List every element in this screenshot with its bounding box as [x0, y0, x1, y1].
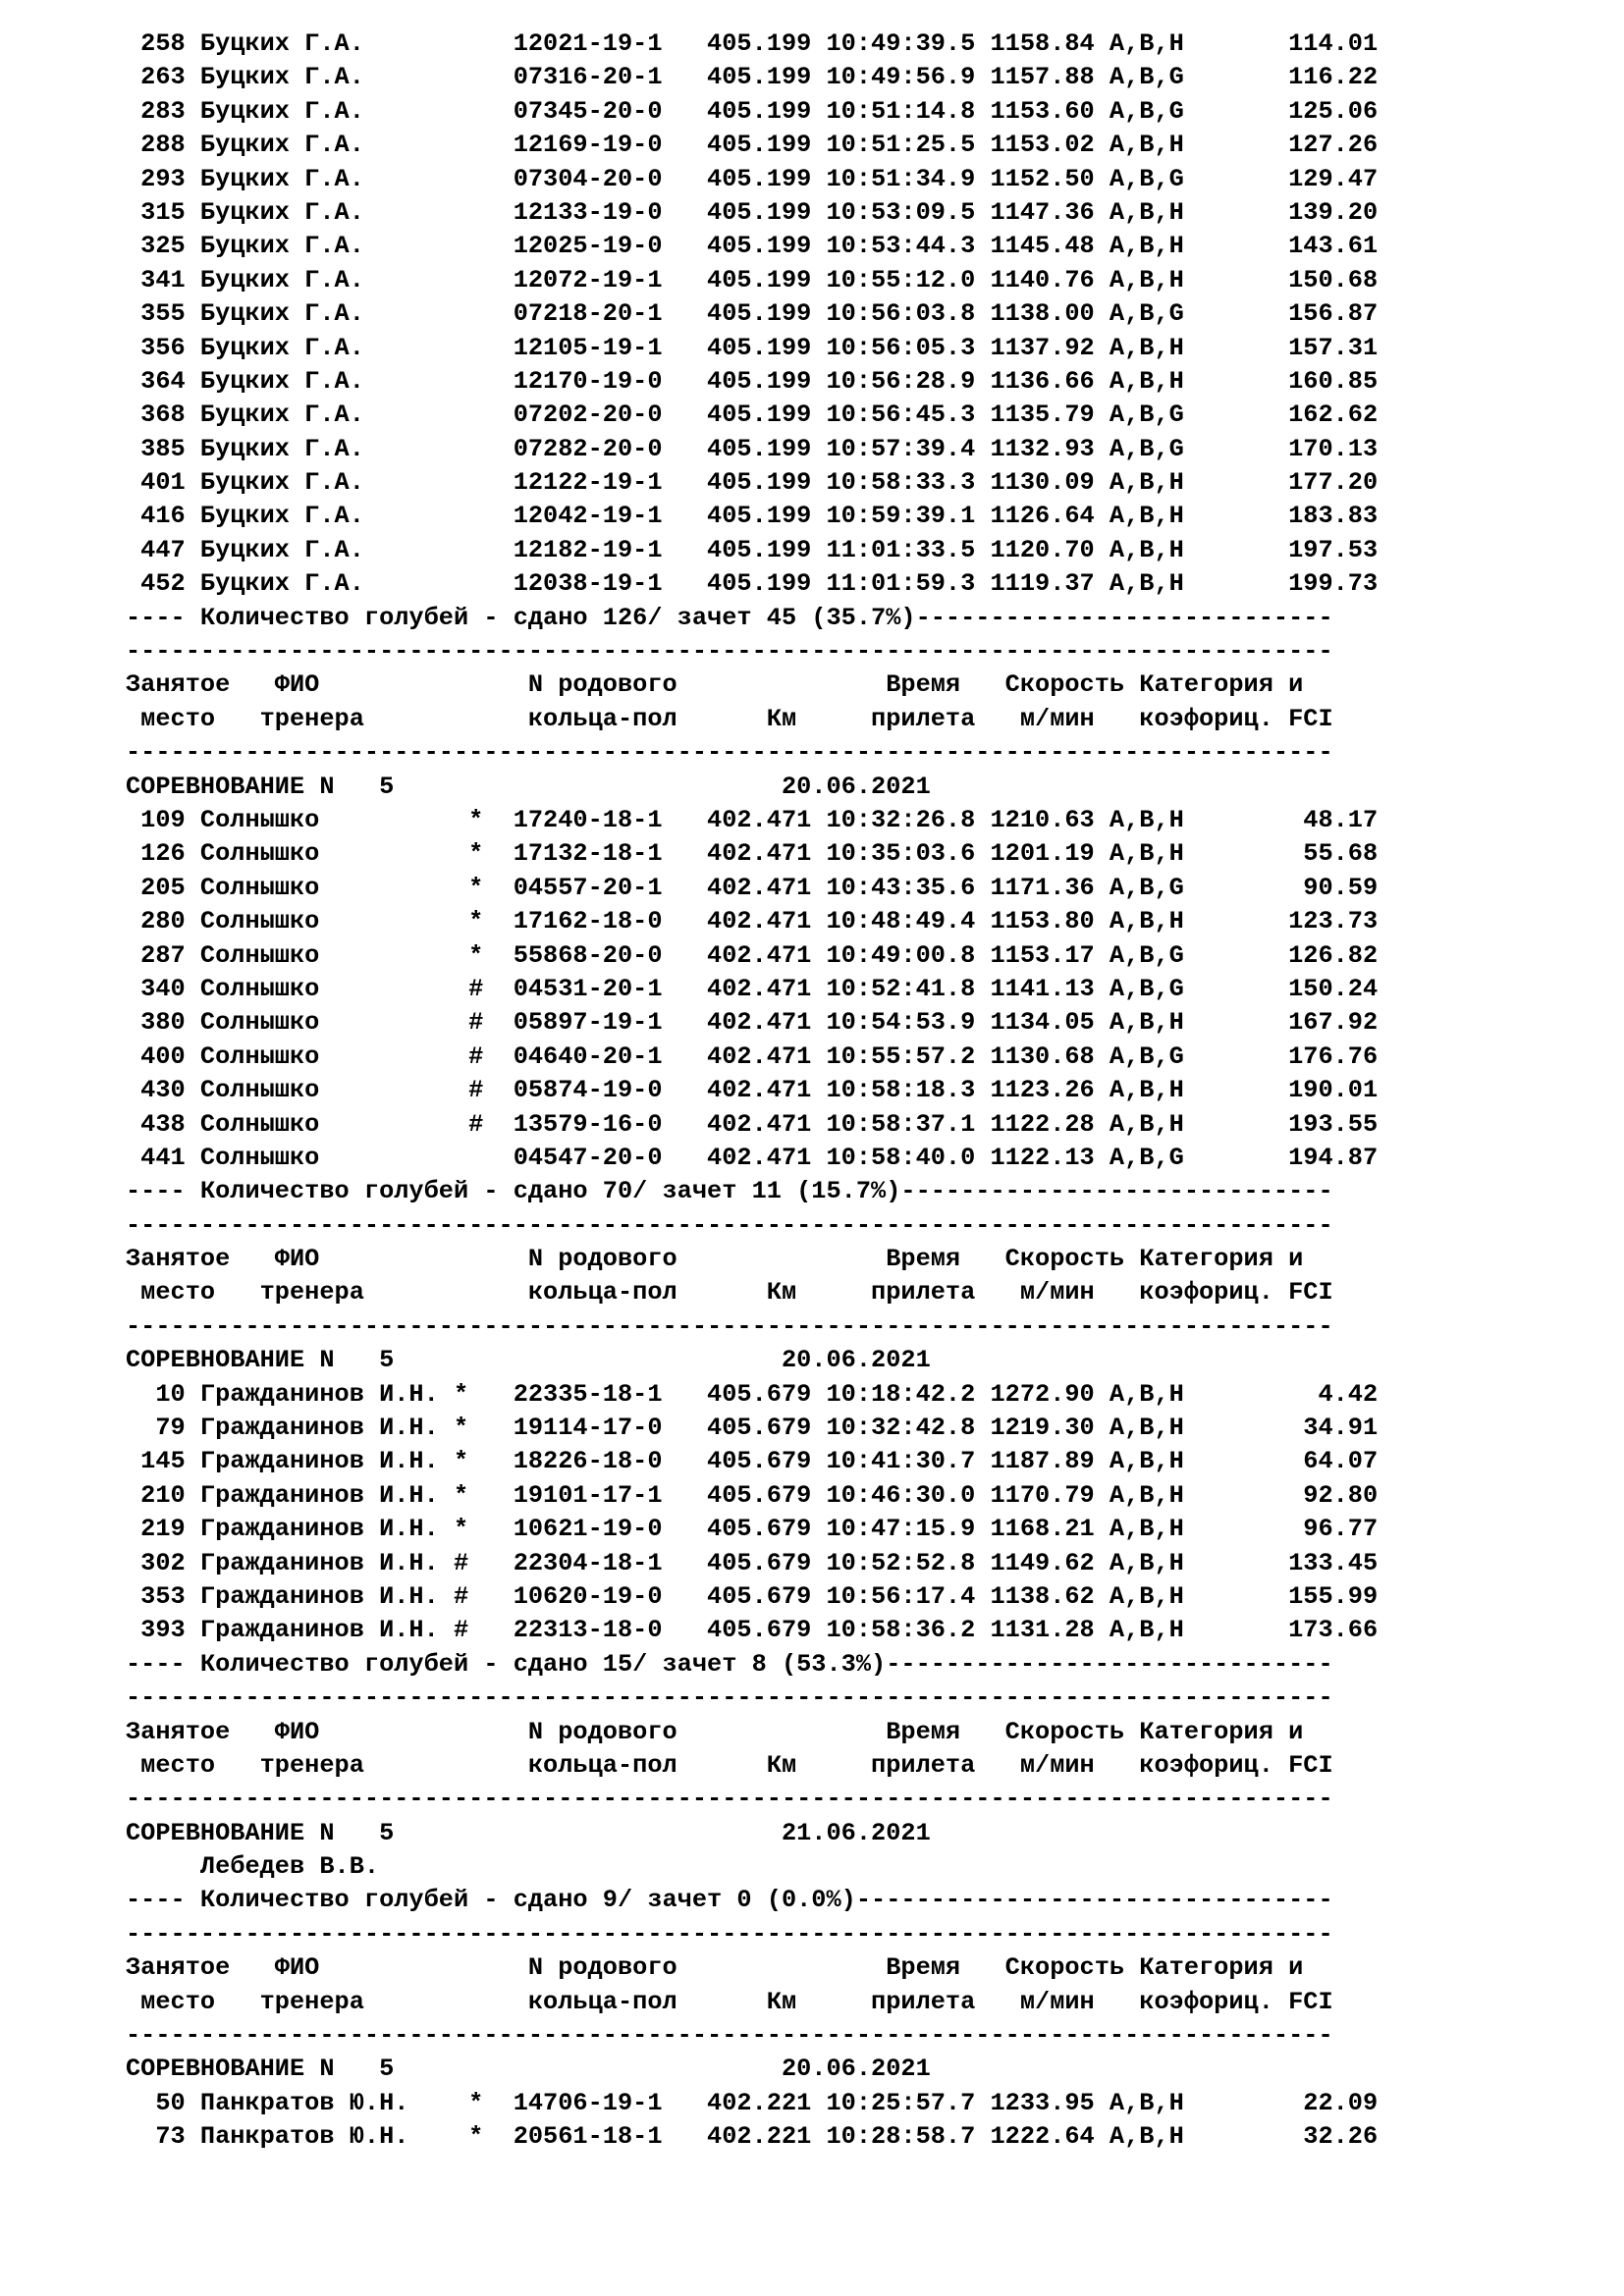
column-header-line-2: место тренера кольца-пол Км прилета м/мин коэфориц. FCI	[126, 704, 1333, 733]
result-row: 205 Солнышко * 04557-20-1 402.471 10:43:35.6 1171.36 A,B,G 90.59	[126, 873, 1379, 902]
result-row: 400 Солнышко # 04640-20-1 402.471 10:55:57.2 1130.68 A,B,G 176.76	[126, 1041, 1379, 1071]
results-document	[126, 27, 1378, 2155]
result-row: 280 Солнышко * 17162-18-0 402.471 10:48:49.4 1153.80 A,B,H 123.73	[126, 907, 1379, 936]
column-header-line-1: Занятое ФИО N родового Время Скорость Категория и	[126, 1245, 1304, 1274]
result-row: 452 Буцких Г.А. 12038-19-1 405.199 11:01:59.3 1119.37 A,B,H 199.73	[126, 569, 1379, 599]
result-row: 380 Солнышко # 05897-19-1 402.471 10:54:53.9 1134.05 A,B,H 167.92	[126, 1008, 1379, 1038]
result-row: 368 Буцких Г.А. 07202-20-0 405.199 10:56:45.3 1135.79 A,B,G 162.62	[126, 400, 1379, 430]
result-row: 288 Буцких Г.А. 12169-19-0 405.199 10:51:25.5 1153.02 A,B,H 127.26	[126, 131, 1379, 160]
result-row: 401 Буцких Г.А. 12122-19-1 405.199 10:58:33.3 1130.09 A,B,H 177.20	[126, 468, 1379, 498]
competition-header: СОРЕВНОВАНИЕ N 5 20.06.2021	[126, 1346, 931, 1375]
summary-line: ---- Количество голубей - сдано 126/ зачет 45 (35.7%)----------------------------	[126, 603, 1333, 632]
competition-header: СОРЕВНОВАНИЕ N 5 20.06.2021	[126, 2055, 931, 2084]
result-row: 50 Панкратов Ю.Н. * 14706-19-1 402.221 10:25:57.7 1233.95 A,B,H 22.09	[126, 2088, 1379, 2117]
separator-line: ---------------------------------------------------------------------------------	[126, 1683, 1333, 1713]
separator-line: ---------------------------------------------------------------------------------	[126, 1919, 1333, 1949]
result-row: 340 Солнышко # 04531-20-1 402.471 10:52:41.8 1141.13 A,B,G 150.24	[126, 974, 1379, 1003]
result-row: 447 Буцких Г.А. 12182-19-1 405.199 11:01:33.5 1120.70 A,B,H 197.53	[126, 535, 1379, 564]
column-header-line-2: место тренера кольца-пол Км прилета м/мин коэфориц. FCI	[126, 1987, 1333, 2016]
result-row: 287 Солнышко * 55868-20-0 402.471 10:49:00.8 1153.17 A,B,G 126.82	[126, 940, 1379, 970]
result-row: 302 Гражданинов И.Н. # 22304-18-1 405.679 10:52:52.8 1149.62 A,B,H 133.45	[126, 1548, 1379, 1577]
summary-line: ---- Количество голубей - сдано 15/ зачет 8 (53.3%)------------------------------	[126, 1649, 1333, 1679]
result-row: 325 Буцких Г.А. 12025-19-0 405.199 10:53:44.3 1145.48 A,B,H 143.61	[126, 232, 1379, 261]
column-header-line-1: Занятое ФИО N родового Время Скорость Категория и	[126, 1717, 1304, 1746]
result-row: 263 Буцких Г.А. 07316-20-1 405.199 10:49:56.9 1157.88 A,B,G 116.22	[126, 63, 1379, 92]
summary-line: ---- Количество голубей - сдано 9/ зачет 0 (0.0%)--------------------------------	[126, 1886, 1333, 1915]
result-row: 293 Буцких Г.А. 07304-20-0 405.199 10:51:34.9 1152.50 A,B,G 129.47	[126, 164, 1379, 193]
separator-line: ---------------------------------------------------------------------------------	[126, 738, 1333, 768]
result-row: 341 Буцких Г.А. 12072-19-1 405.199 10:55:12.0 1140.76 A,B,H 150.68	[126, 265, 1379, 294]
result-row: 441 Солнышко 04547-20-0 402.471 10:58:40.0 1122.13 A,B,G 194.87	[126, 1143, 1379, 1172]
result-row: 353 Гражданинов И.Н. # 10620-19-0 405.679 10:56:17.4 1138.62 A,B,H 155.99	[126, 1581, 1379, 1611]
result-row: 356 Буцких Г.А. 12105-19-1 405.199 10:56:05.3 1137.92 A,B,H 157.31	[126, 333, 1379, 362]
column-header-line-1: Занятое ФИО N родового Время Скорость Категория и	[126, 670, 1304, 700]
result-row: 109 Солнышко * 17240-18-1 402.471 10:32:26.8 1210.63 A,B,H 48.17	[126, 805, 1379, 834]
separator-line: ---------------------------------------------------------------------------------	[126, 2021, 1333, 2051]
result-row: 385 Буцких Г.А. 07282-20-0 405.199 10:57:39.4 1132.93 A,B,G 170.13	[126, 434, 1379, 463]
result-row: 73 Панкратов Ю.Н. * 20561-18-1 402.221 10:28:58.7 1222.64 A,B,H 32.26	[126, 2122, 1379, 2152]
result-row: 355 Буцких Г.А. 07218-20-1 405.199 10:56:03.8 1138.00 A,B,G 156.87	[126, 299, 1379, 329]
result-row: 258 Буцких Г.А. 12021-19-1 405.199 10:49:39.5 1158.84 A,B,H 114.01	[126, 29, 1379, 58]
summary-line: ---- Количество голубей - сдано 70/ зачет 11 (15.7%)-----------------------------	[126, 1177, 1333, 1206]
competition-header: СОРЕВНОВАНИЕ N 5 20.06.2021	[126, 772, 931, 801]
result-row: 126 Солнышко * 17132-18-1 402.471 10:35:03.6 1201.19 A,B,H 55.68	[126, 839, 1379, 869]
result-row: 416 Буцких Г.А. 12042-19-1 405.199 10:59:39.1 1126.64 A,B,H 183.83	[126, 502, 1379, 531]
result-row: 10 Гражданинов И.Н. * 22335-18-1 405.679 10:18:42.2 1272.90 A,B,H 4.42	[126, 1379, 1379, 1409]
separator-line: ---------------------------------------------------------------------------------	[126, 1311, 1333, 1341]
column-header-line-2: место тренера кольца-пол Км прилета м/мин коэфориц. FCI	[126, 1750, 1333, 1780]
result-row: 364 Буцких Г.А. 12170-19-0 405.199 10:56:28.9 1136.66 A,B,H 160.85	[126, 366, 1379, 396]
result-row: 210 Гражданинов И.Н. * 19101-17-1 405.679 10:46:30.0 1170.79 A,B,H 92.80	[126, 1480, 1379, 1510]
result-row: 79 Гражданинов И.Н. * 19114-17-0 405.679 10:32:42.8 1219.30 A,B,H 34.91	[126, 1414, 1379, 1443]
result-row: 219 Гражданинов И.Н. * 10621-19-0 405.679 10:47:15.9 1168.21 A,B,H 96.77	[126, 1515, 1379, 1544]
result-row: 438 Солнышко # 13579-16-0 402.471 10:58:37.1 1122.28 A,B,H 193.55	[126, 1109, 1379, 1139]
separator-line: ---------------------------------------------------------------------------------	[126, 1785, 1333, 1814]
column-header-line-1: Занятое ФИО N родового Время Скорость Категория и	[126, 1953, 1304, 1983]
result-row: 315 Буцких Г.А. 12133-19-0 405.199 10:53:09.5 1147.36 A,B,H 139.20	[126, 197, 1379, 227]
separator-line: ---------------------------------------------------------------------------------	[126, 637, 1333, 667]
competition-header: СОРЕВНОВАНИЕ N 5 21.06.2021	[126, 1818, 931, 1847]
result-row: 283 Буцких Г.А. 07345-20-0 405.199 10:51:14.8 1153.60 A,B,G 125.06	[126, 96, 1379, 126]
result-row: 393 Гражданинов И.Н. # 22313-18-0 405.679 10:58:36.2 1131.28 A,B,H 173.66	[126, 1616, 1379, 1645]
result-row: Лебедев В.В.	[126, 1852, 380, 1882]
column-header-line-2: место тренера кольца-пол Км прилета м/мин коэфориц. FCI	[126, 1278, 1333, 1308]
result-row: 145 Гражданинов И.Н. * 18226-18-0 405.679 10:41:30.7 1187.89 A,B,H 64.07	[126, 1447, 1379, 1476]
result-row: 430 Солнышко # 05874-19-0 402.471 10:58:18.3 1123.26 A,B,H 190.01	[126, 1076, 1379, 1105]
separator-line: ---------------------------------------------------------------------------------	[126, 1210, 1333, 1240]
